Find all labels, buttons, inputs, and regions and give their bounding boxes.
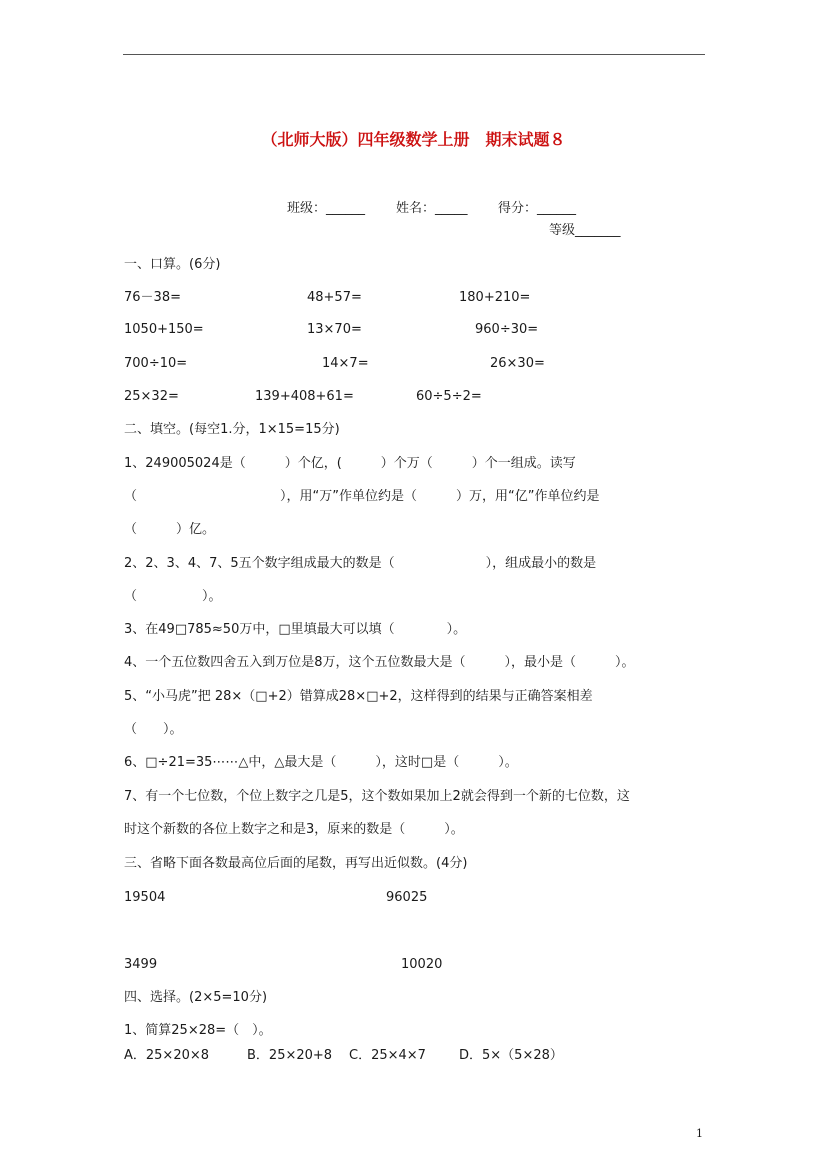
fill-blank-line: 6、□÷21=35⋯⋯△中，△最大是（ ），这时□是（ ）。 bbox=[124, 755, 518, 770]
fill-blank-line: 5、“小马虎”把 28×（□+2）错算成28×□+2，这样得到的结果与正确答案相差 bbox=[124, 689, 593, 704]
score-field: 得分：______ bbox=[498, 201, 577, 216]
oral-calc-item: 25×32= bbox=[124, 389, 179, 404]
header-rule bbox=[123, 54, 705, 55]
fill-blank-line: 4、一个五位数四舍五入到万位是8万，这个五位数最大是（ ），最小是（ ）。 bbox=[124, 655, 635, 670]
fill-blank-line: 1、249005024是（ ）个亿，( ）个万（ ）个一组成。读写 bbox=[124, 456, 576, 471]
choice-question: 1、简算25×28=（ ）。 bbox=[124, 1023, 272, 1038]
oral-calc-item: 960÷30= bbox=[475, 322, 539, 337]
name-field: 姓名：_____ bbox=[396, 201, 468, 216]
oral-calc-item: 48+57= bbox=[307, 290, 362, 305]
fill-blank-line: 2、2、3、4、7、5五个数字组成最大的数是（ ），组成最小的数是 bbox=[124, 556, 597, 571]
oral-calc-item: 139+408+61= bbox=[255, 389, 354, 404]
oral-calc-item: 60÷5÷2= bbox=[416, 389, 482, 404]
fill-blank-line: 3、在49□785≈50万中，□里填最大可以填（ ）。 bbox=[124, 622, 467, 637]
fill-blank-line: 7、有一个七位数，个位上数字之几是5，这个数如果加上2就会得到一个新的七位数，这 bbox=[124, 789, 630, 804]
fill-blank-line: 时这个新数的各位上数字之和是3，原来的数是（ ）。 bbox=[124, 822, 464, 837]
oral-calc-item: 1050+150= bbox=[124, 322, 204, 337]
choice-option-c: C．25×4×7 bbox=[349, 1048, 426, 1063]
fill-blank-line: （ ）。 bbox=[124, 722, 183, 737]
choice-option-b: B．25×20+8 bbox=[247, 1048, 333, 1063]
section3-heading: 三、省略下面各数最高位后面的尾数，再写出近似数。(4分) bbox=[124, 856, 468, 871]
page-title: （北师大版）四年级数学上册 期末试题８ bbox=[261, 130, 566, 149]
section2-heading: 二、填空。(每空1.分，1×15=15分) bbox=[124, 422, 340, 437]
section1-heading: 一、口算。(6分) bbox=[124, 257, 221, 272]
fill-blank-line: （ ）亿。 bbox=[124, 522, 216, 537]
fill-blank-line: （ ）。 bbox=[124, 589, 222, 604]
section4-heading: 四、选择。(2×5=10分) bbox=[124, 990, 268, 1005]
grade-field: 等级_______ bbox=[549, 223, 621, 238]
approx-number: 10020 bbox=[401, 957, 443, 972]
oral-calc-item: 76－38= bbox=[124, 290, 181, 305]
choice-option-a: A．25×20×8 bbox=[124, 1048, 210, 1063]
choice-option-d: D．5×（5×28） bbox=[459, 1048, 563, 1063]
fill-blank-line: （ ），用“万”作单位约是（ ）万，用“亿”作单位约是 bbox=[124, 489, 600, 504]
approx-number: 3499 bbox=[124, 957, 158, 972]
approx-number: 19504 bbox=[124, 890, 166, 905]
oral-calc-item: 13×70= bbox=[307, 322, 362, 337]
oral-calc-item: 180+210= bbox=[459, 290, 531, 305]
approx-number: 96025 bbox=[386, 890, 428, 905]
oral-calc-item: 26×30= bbox=[490, 356, 545, 371]
oral-calc-item: 700÷10= bbox=[124, 356, 188, 371]
page-number: 1 bbox=[696, 1127, 703, 1140]
class-field: 班级：______ bbox=[287, 201, 366, 216]
oral-calc-item: 14×7= bbox=[322, 356, 369, 371]
